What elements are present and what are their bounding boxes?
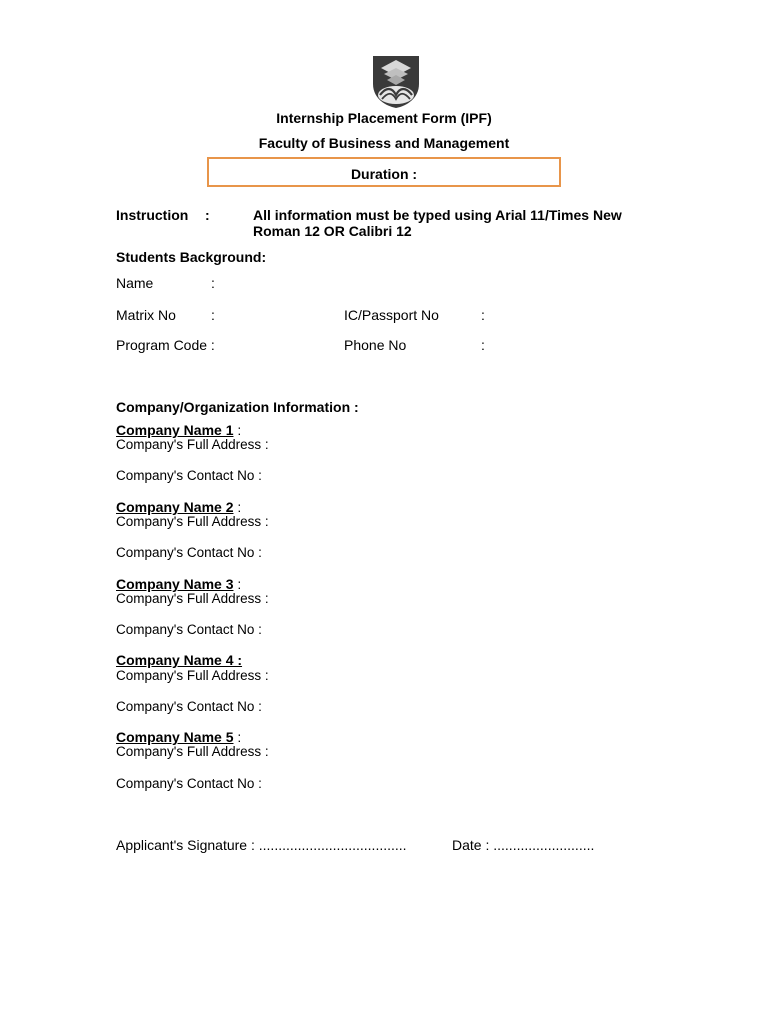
company-5-contact-label: Company's Contact No : — [116, 776, 262, 791]
company-name-3: Company Name 3 : — [116, 576, 242, 592]
ic-passport-colon: : — [481, 307, 485, 323]
instruction-label: Instruction — [116, 207, 189, 223]
company-name-1: Company Name 1 : — [116, 422, 242, 438]
company-3-contact-label: Company's Contact No : — [116, 622, 262, 637]
phone-no-label: Phone No — [344, 337, 407, 353]
company-1-address-label: Company's Full Address : — [116, 437, 269, 452]
program-code-label: Program Code : — [116, 337, 215, 353]
company-name-5: Company Name 5 : — [116, 729, 242, 745]
form-title: Internship Placement Form (IPF) — [276, 110, 492, 126]
faculty-subtitle: Faculty of Business and Management — [258, 135, 510, 151]
company-name-2: Company Name 2 : — [116, 499, 242, 515]
applicant-signature-line: Applicant's Signature : ...................................... — [116, 837, 407, 853]
name-colon: : — [211, 275, 215, 291]
duration-box — [207, 157, 561, 187]
company-2-address-label: Company's Full Address : — [116, 514, 269, 529]
company-3-address-label: Company's Full Address : — [116, 591, 269, 606]
phone-no-colon: : — [481, 337, 485, 353]
company-5-address-label: Company's Full Address : — [116, 744, 269, 759]
company-4-address-label: Company's Full Address : — [116, 668, 269, 683]
company-2-contact-label: Company's Contact No : — [116, 545, 262, 560]
students-background-heading: Students Background: — [116, 249, 267, 265]
instruction-colon: : — [205, 207, 210, 223]
university-crest-icon — [371, 54, 421, 108]
ic-passport-label: IC/Passport No — [344, 307, 439, 323]
date-line: Date : .......................... — [452, 837, 595, 853]
matrix-no-colon: : — [211, 307, 215, 323]
name-label: Name — [116, 275, 154, 291]
instruction-text: All information must be typed using Arial 11/Times New Roman 12 OR Calibri 12 — [253, 207, 622, 239]
duration-label: Duration : — [350, 166, 418, 182]
company-name-4: Company Name 4 : — [116, 652, 243, 668]
company-info-heading: Company/Organization Information : — [116, 399, 359, 415]
matrix-no-label: Matrix No — [116, 307, 176, 323]
company-1-contact-label: Company's Contact No : — [116, 468, 262, 483]
company-4-contact-label: Company's Contact No : — [116, 699, 262, 714]
